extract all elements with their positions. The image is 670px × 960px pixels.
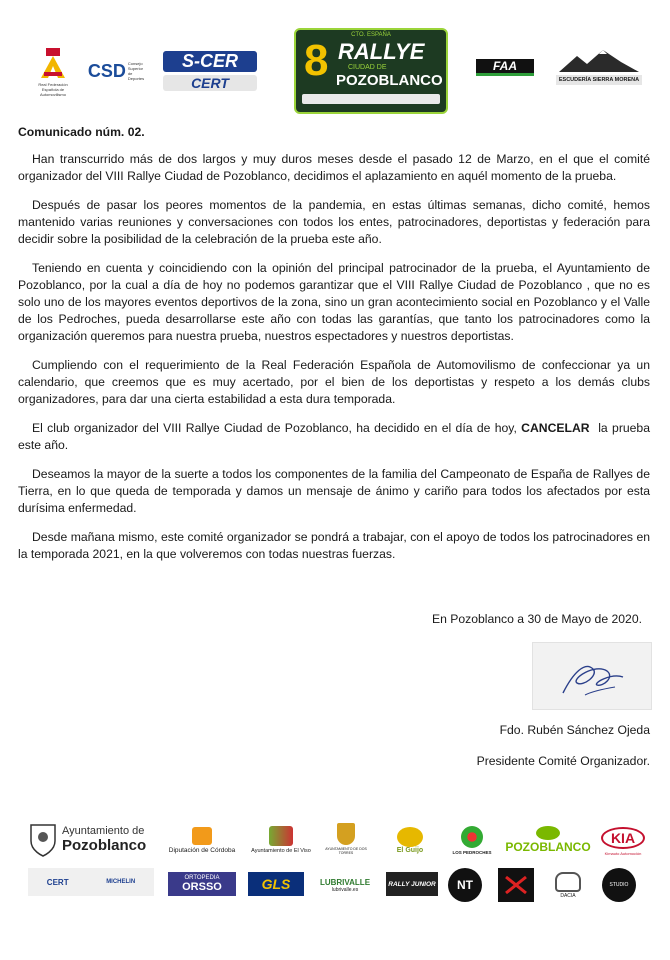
kia-logo [596,822,650,860]
date-line: En Pozoblanco a 30 de Mayo de 2020. [431,612,642,626]
csd-text: CSD [87,60,126,81]
rallye-logo [294,28,448,114]
signed-by: Fdo. Rubén Sánchez Ojeda [499,723,650,737]
cert-rfeda-strip [28,868,154,896]
viso-mark-icon [269,826,293,846]
diputacion-mark-icon [192,827,212,845]
coat-of-arms-icon [28,821,58,857]
rally-junior-text: RALLY JUNIOR [388,880,436,888]
rfeda-caption: Real Federación Española de Automovilismo [38,81,68,97]
csd-logo [88,46,144,96]
orsso-text: ORSSO [182,881,222,893]
mountains-icon [559,50,639,72]
studio-text: STUDIO [609,882,629,888]
pedroches-text: LOS PEDROCHES [452,849,492,855]
letter-body [18,124,654,575]
rallye-city: POZOBLANCO [336,72,443,89]
studio-logo [602,868,636,902]
michelin-text: MICHELIN [106,879,136,885]
diputacion-logo [162,822,242,858]
escuderia-logo [554,42,644,92]
cert-badge: CERT [163,75,257,91]
viso-text: Ayuntamiento de El Viso [251,848,311,854]
dacia-text: DACIA [560,892,576,899]
cancel-after: la prueba este año. [18,421,654,452]
diputacion-text: Diputación de Córdoba [168,846,236,854]
dacia-shield-icon [555,872,581,892]
header-logos [0,20,670,110]
rfeda-logo [30,44,76,100]
ortopedia-text: ORTOPEDIA [184,875,220,881]
gls-text: GLS [261,876,291,892]
dacia-logo [548,870,588,900]
paragraph-6: Deseamos la mayor de la suerte a todos los componentes de la familia del Campeonato de España de Rallyes de Tierra, en lo que queda de temporada y damos un mensaje de ánimo y cariño para todos los afectados por esta durísima enfermedad. [18,467,650,515]
ayto-line1: Ayuntamiento de [62,824,145,837]
pozoblanco-text: POZOBLANCO [505,840,591,854]
lubrivalle-logo [316,870,374,900]
kia-text: KIA [601,827,645,849]
gls-logo [248,872,304,896]
kia-sub: Kimauto Automoción [604,850,642,856]
paragraph-cancel [18,420,654,454]
escuderia-text: ESCUDERÍA SIERRA MORENA [556,75,642,85]
ayto-line2: Pozoblanco [62,836,147,854]
signer-role: Presidente Comité Organizador. [476,754,650,768]
faa-logo [474,56,536,78]
sponsor-dark-logo [498,868,534,902]
orsso-logo [168,872,236,896]
dos-torres-shield-icon [337,823,355,845]
cancel-emphasis: CANCELAR [521,421,590,435]
los-pedroches-logo [442,820,502,860]
rallye-number: 8 [304,36,329,85]
nt-logo [448,868,482,902]
el-guijo-mark-icon [397,827,423,847]
dos-torres-logo [318,818,374,860]
csd-sub: Consejo Superior de Deportes [127,61,145,81]
paragraph-1: Han transcurrido más de dos largos y muy duros meses desde el pasado 12 de Marzo, en el que el comité organizador del VIII Rallye Ciudad de Pozoblanco, decidimos el aplazamiento en aquél momento de la prueba. [18,152,650,183]
lubrivalle-text: LUBRIVALLE [319,877,371,887]
viso-logo [246,820,316,860]
rallye-sponsor-strip [302,94,440,104]
x-mark-icon [504,875,528,895]
paragraph-4: Cumpliendo con el requerimiento de la Real Federación Española de Automovilismo de confeccionar ya un calendario, que creemos que es muy acertado, por el bien de los deportistas y respeto a los demás clubs organizadores, para dar una cierta estabilidad a esta dura temporada. [18,358,650,406]
rfeda-emblem-icon [38,48,68,82]
letter-title: Comunicado núm. 02. [18,125,145,139]
pozoblanco-mark-icon [536,826,560,840]
pedroches-mark-icon [461,826,483,848]
paragraph-7: Desde mañana mismo, este comité organizador se pondrá a trabajar, con el apoyo de todos los patrocinadores en la temporada 2021, en la que volveremos con todas nuestras fuerzas. [18,530,650,561]
ayuntamiento-pozoblanco-logo [28,818,158,860]
rallye-top-text: CTO. ESPAÑA [351,32,391,38]
rallye-word: RALLYE [338,39,425,64]
faa-text: FAA [476,59,534,76]
lubrivalle-sub: lubrivalle.es [331,886,359,893]
scer-badge: S-CER [163,51,257,72]
cert-small: CERT [46,877,69,887]
dos-torres-text: AYUNTAMIENTO DE DOS TORRES [325,847,367,855]
paragraph-2: Después de pasar los peores momentos de la pandemia, en estas últimas semanas, dicho comité, hemos mantenido varias reuniones y conversaciones con todos los entes, patrocinadores, deportistas y federación para decidir sobre la posibilidad de la celebración de la prueba este año. [18,198,650,246]
cancel-before: El club organizador del VIII Rallye Ciudad de Pozoblanco, ha decidido en el día de hoy, [32,421,522,435]
el-guijo-text: El Guijo [396,846,424,854]
signature-scribble-icon [533,643,651,709]
rally-junior-logo [386,872,438,896]
signature-image [532,642,652,710]
nt-text: NT [457,878,473,892]
scer-cert-logo [160,42,260,100]
el-guijo-logo [380,820,440,860]
rallye-sub: CIUDAD DE [348,64,387,71]
pozoblanco-brand-logo [506,820,590,860]
paragraph-3: Teniendo en cuenta y coincidiendo con la opinión del principal patrocinador de la prueba, el Ayuntamiento de Pozoblanco, por la cual a día de hoy no podemos garantizar que el VIII Rallye Ciudad de Pozoblanco , que no es solo uno de los mayores eventos deportivos de la zona, sino un gran acontecimiento social en Pozoblanco y el Valle de los Pedroches, pueda desarrollarse este año con todas las garantías, que tanto los patrocinadores como la organización queremos para nuestra prueba, nuestros espectadores y nuestros deportistas. [18,261,650,343]
